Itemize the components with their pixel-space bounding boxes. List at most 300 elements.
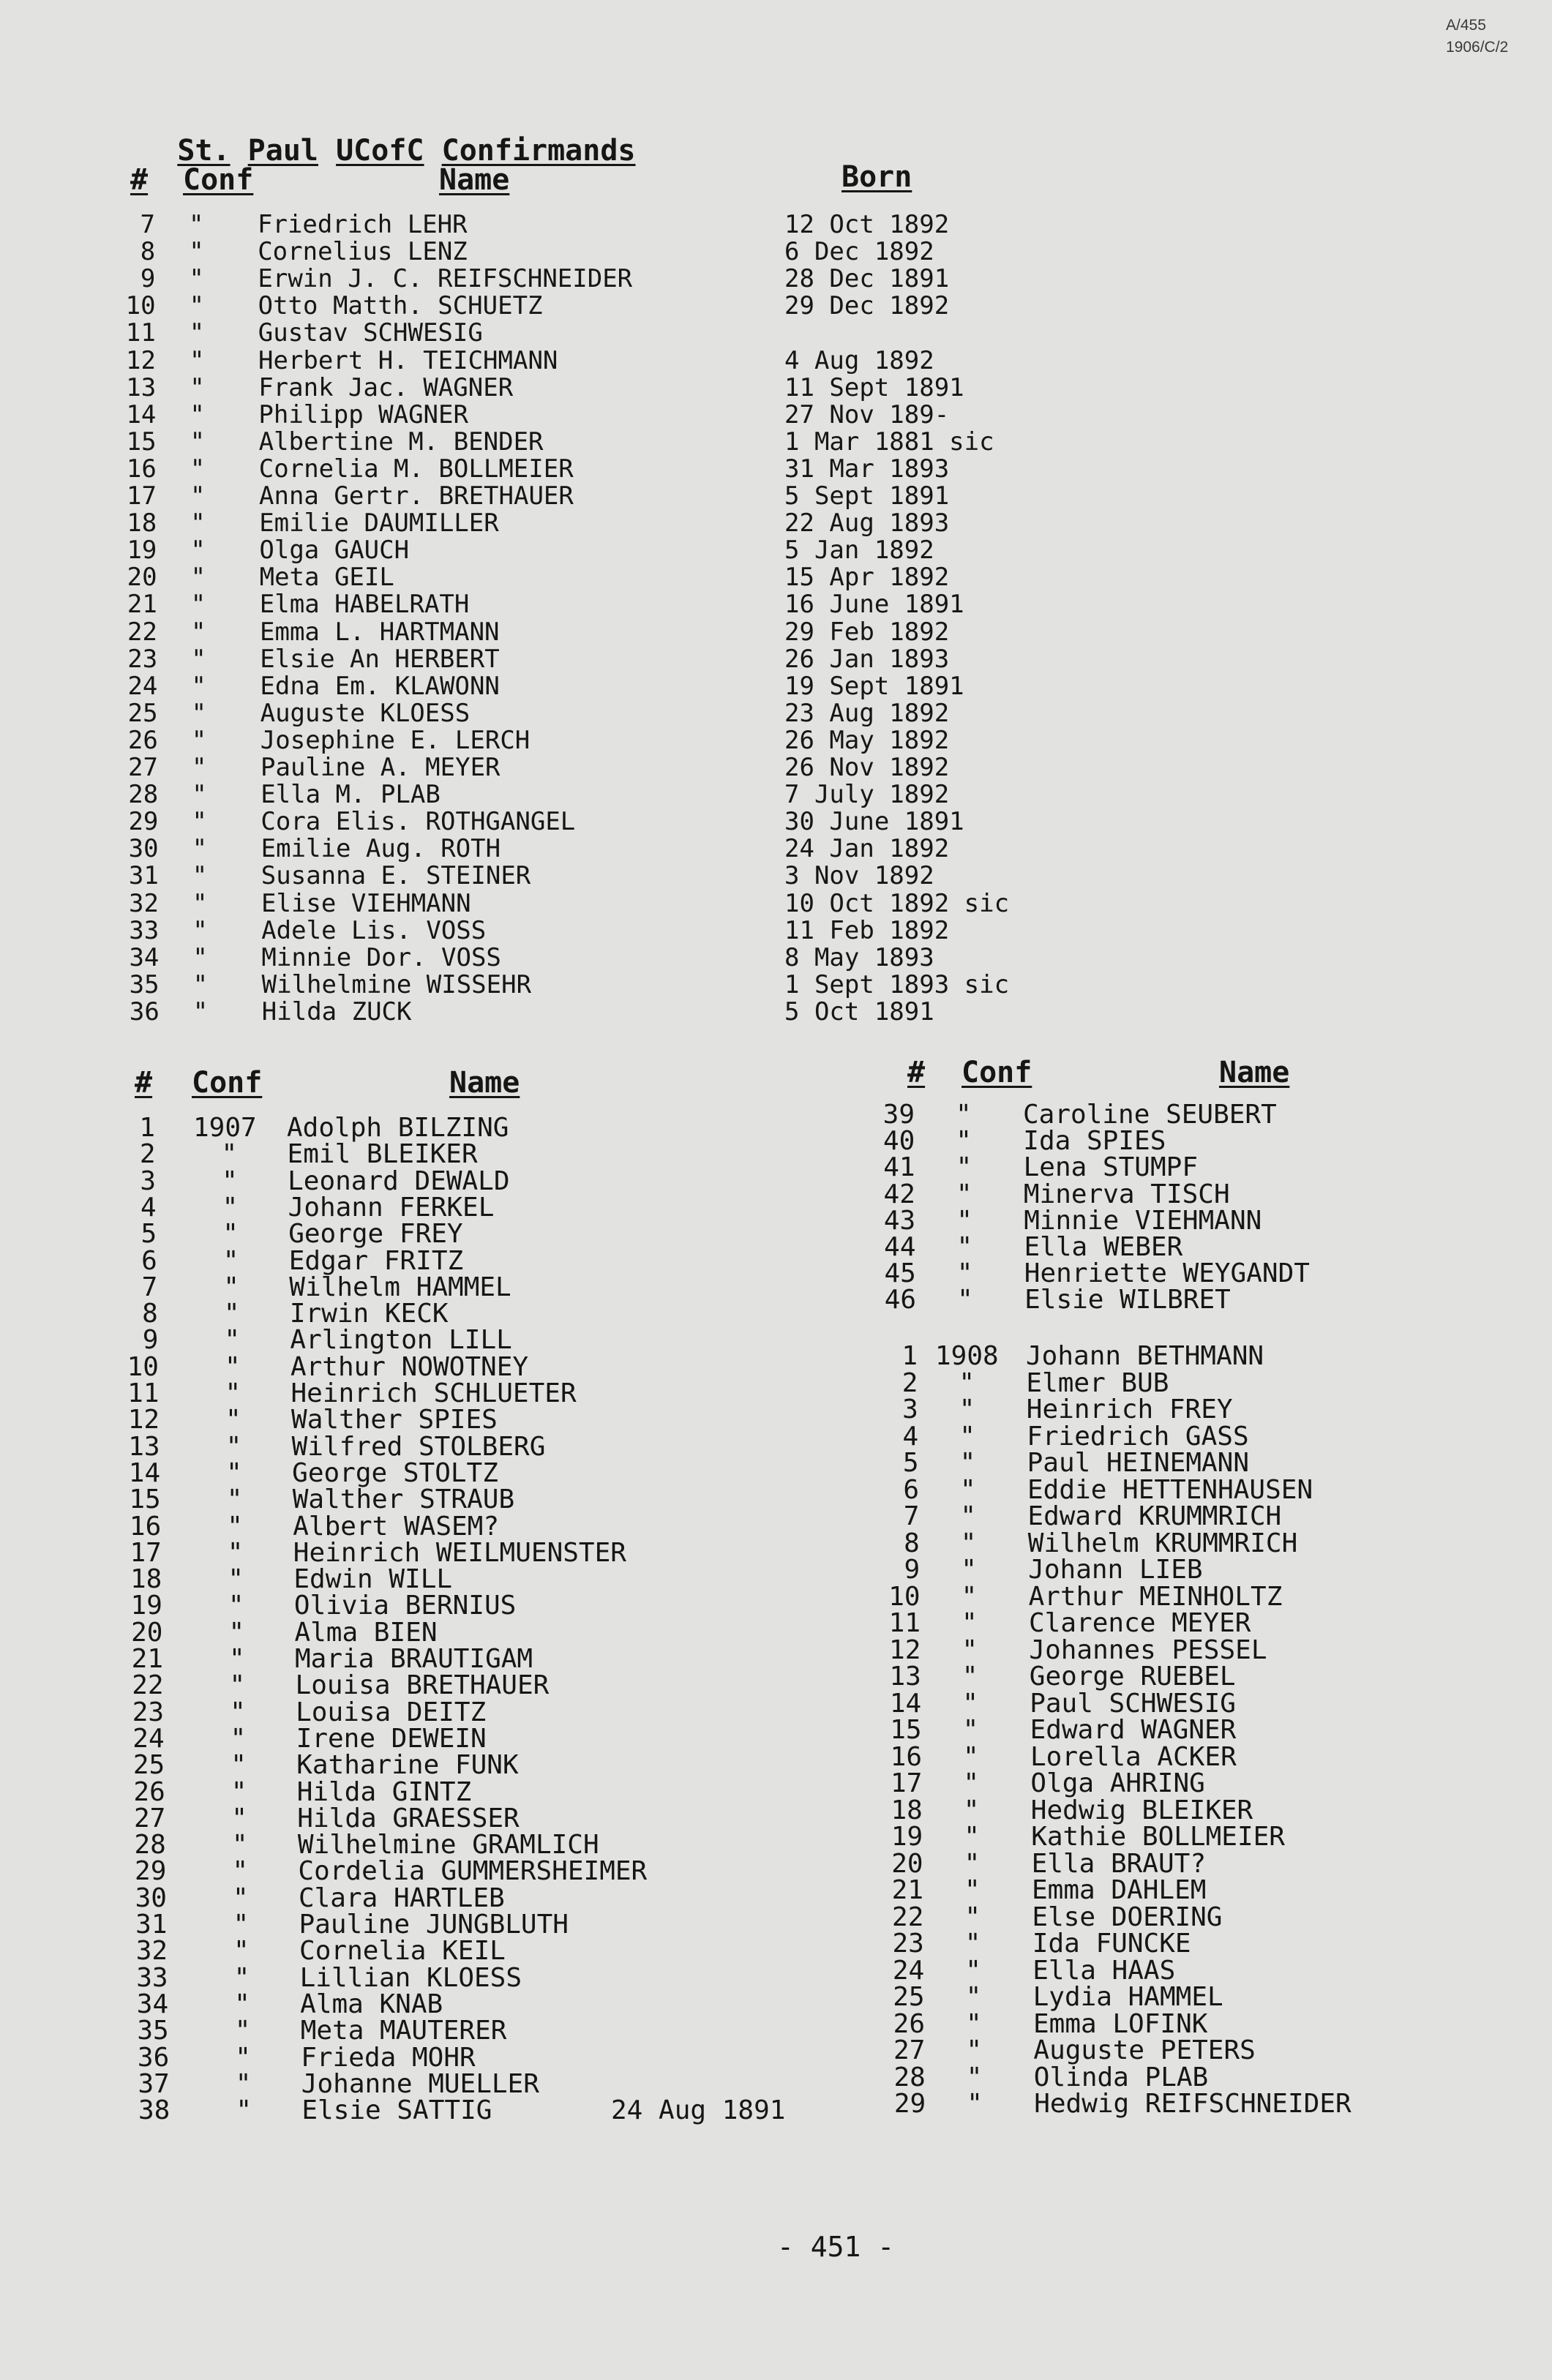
entry-conf-year: " (956, 1232, 973, 1262)
entry-number: 18 (130, 1564, 162, 1595)
header-name-top: Name (439, 163, 510, 197)
entry-conf-year: " (190, 536, 206, 566)
entry-conf-year: " (961, 1581, 978, 1612)
entry-number: 21 (891, 1875, 923, 1905)
entry-row (0, 782, 1552, 810)
entry-number: 8 (140, 237, 156, 267)
entry-name: Emma LOFINK (1033, 2008, 1208, 2039)
entry-birth-date: 19 Sept 1891 (784, 671, 964, 701)
entry-row (0, 538, 1552, 566)
entry-conf-year: " (192, 888, 208, 918)
entry-conf-year: " (227, 1537, 244, 1568)
entry-row (0, 1688, 1552, 1719)
entry-name: George STOLTZ (292, 1457, 498, 1488)
entry-row (0, 969, 1552, 1000)
entry-number: 36 (129, 996, 160, 1026)
entry-conf-year: " (232, 1882, 249, 1913)
entry-conf-year: " (959, 1421, 975, 1452)
entry-row (0, 454, 1552, 484)
title-word-confirmands: Confirmands (441, 134, 636, 168)
entry-conf-year: " (224, 1351, 241, 1382)
entry-conf-year: " (230, 1723, 247, 1754)
entry-name: Hedwig BLEIKER (1030, 1795, 1253, 1825)
entry-name: Minnie VIEHMANN (1024, 1205, 1262, 1236)
entry-birth-date: 26 Jan 1893 (784, 644, 950, 674)
entry-name: Erwin J. C. REIFSCHNEIDER (258, 264, 633, 294)
entry-conf-year: " (963, 1768, 980, 1798)
entry-conf-year: " (956, 1152, 972, 1183)
entry-row (0, 996, 1552, 1027)
entry-number: 17 (891, 1768, 923, 1798)
entry-name: Arthur NOWOTNEY (290, 1351, 529, 1382)
entry-conf-year: " (226, 1484, 243, 1515)
header-num-top: # (130, 163, 149, 197)
entry-number: 29 (135, 1856, 167, 1887)
entry-row (0, 2091, 1552, 2119)
entry-name: Elmer BUB (1026, 1367, 1169, 1398)
entry-name: Johannes PESSEL (1029, 1634, 1267, 1665)
entry-conf-year: " (191, 698, 207, 728)
entry-number: 29 (893, 2089, 926, 2119)
entry-conf-year: " (222, 1192, 239, 1223)
entry-conf-year: " (189, 210, 204, 239)
entry-conf-year: " (228, 1564, 244, 1595)
entry-conf-year: " (226, 1457, 242, 1488)
entry-birth-date: 11 Sept 1891 (784, 372, 964, 402)
entry-name: Wilhelmine WISSEHR (261, 969, 532, 999)
entry-number: 31 (128, 861, 159, 891)
entry-conf-year: " (959, 1394, 975, 1424)
entry-number: 8 (142, 1299, 158, 1329)
entry-row (0, 1634, 1552, 1665)
entry-name: Emil BLEIKER (287, 1139, 478, 1170)
entry-birth-date: 8 May 1893 (784, 942, 934, 972)
entry-number: 17 (127, 481, 157, 511)
entry-name: Lillian KLOESS (299, 1962, 522, 1993)
entry-number: 20 (131, 1617, 163, 1648)
entry-number: 21 (131, 1644, 163, 1674)
entry-conf-year: " (960, 1528, 977, 1558)
entry-number: 3 (140, 1165, 157, 1196)
entry-birth-date: 1 Mar 1881 sic (784, 427, 994, 457)
entry-conf-year: " (964, 1902, 981, 1932)
header-num-right: # (907, 1056, 926, 1089)
entry-row (0, 345, 1552, 376)
entry-conf-year: " (189, 291, 205, 321)
entry-row (0, 671, 1552, 702)
entry-number: 37 (138, 2068, 170, 2099)
entry-name: Katharine FUNK (296, 1750, 519, 1781)
entry-conf-year: " (956, 1258, 973, 1289)
entry-row (0, 836, 1552, 864)
entry-name: Johann FERKEL (288, 1192, 495, 1223)
entry-conf-year: " (190, 372, 205, 402)
entry-number: 9 (904, 1555, 921, 1585)
entry-row (0, 2008, 1552, 2039)
entry-name: Hilda ZUCK (261, 996, 412, 1026)
entry-birth-date: 31 Mar 1893 (784, 454, 950, 484)
entry-name: Friedrich LEHR (258, 210, 468, 239)
entry-birth-date: 1 Sept 1893 sic (784, 969, 1010, 999)
entry-number: 31 (135, 1910, 168, 1940)
entry-conf-year: " (232, 1856, 249, 1887)
entry-row (0, 2035, 1552, 2065)
entry-name: Frieda MOHR (301, 2042, 476, 2073)
entry-name: George FREY (288, 1219, 463, 1250)
header-num-left: # (135, 1066, 153, 1100)
entry-conf-year: " (221, 1139, 238, 1170)
entry-name: Heinrich SCHLUETER (290, 1378, 577, 1408)
entry-name: Wilhelm KRUMMRICH (1027, 1528, 1298, 1558)
entry-conf-year: " (961, 1608, 978, 1638)
entry-birth-date: 30 June 1891 (784, 807, 964, 837)
entry-conf-year: " (960, 1501, 977, 1531)
entry-conf-year: " (966, 2035, 983, 2065)
entry-name: Walther SPIES (291, 1405, 498, 1435)
entry-name: Cora Elis. ROTHGANGEL (260, 807, 576, 837)
entry-number: 22 (127, 617, 157, 647)
entry-name: Lena STUMPF (1023, 1152, 1199, 1183)
entry-row (0, 481, 1552, 511)
entry-number: 4 (140, 1192, 157, 1223)
entry-conf-year: " (190, 481, 206, 511)
entry-row (0, 1394, 1552, 1424)
entry-conf-year: " (229, 1644, 245, 1674)
entry-conf-year: " (956, 1126, 972, 1157)
entry-number: 33 (136, 1962, 168, 1993)
entry-conf-year: " (192, 780, 207, 810)
entry-row (0, 1474, 1552, 1505)
entry-row (0, 1367, 1552, 1398)
header-name-right: Name (1219, 1056, 1290, 1089)
entry-conf-year: " (956, 1179, 972, 1209)
entry-name: Ella HAAS (1032, 1955, 1176, 1986)
entry-birth-date: 24 Jan 1892 (784, 834, 950, 864)
entry-conf-year: 1907 (193, 1113, 257, 1143)
entry-birth-date: 15 Apr 1892 (784, 563, 950, 593)
archive-ref-line-1: A/455 (1446, 17, 1486, 34)
entry-number: 28 (134, 1830, 166, 1861)
entry-number: 8 (904, 1528, 920, 1558)
entry-conf-year: " (192, 996, 209, 1026)
entry-conf-year: " (966, 2008, 982, 2039)
entry-name: Irwin KECK (289, 1299, 449, 1329)
header-name-left: Name (449, 1066, 520, 1100)
entry-conf-year: " (231, 1830, 248, 1861)
entry-birth-date: 12 Oct 1892 (784, 210, 950, 239)
entry-row (0, 915, 1552, 946)
entry-row (0, 1931, 1552, 1959)
entry-name: Susanna E. STEINER (260, 861, 531, 891)
entry-conf-year: " (233, 1910, 250, 1940)
entry-row (0, 320, 1552, 348)
entry-name: Frank Jac. WAGNER (258, 372, 514, 402)
entry-conf-year: " (233, 1962, 250, 1993)
entry-row (0, 1128, 1552, 1156)
title-word-paul: Paul (247, 134, 318, 168)
entry-conf-year: 1908 (935, 1341, 999, 1371)
entry-number: 10 (125, 291, 156, 321)
entry-conf-year: " (963, 1795, 980, 1825)
entry-conf-year: " (957, 1285, 973, 1315)
entry-name: Otto Matth. SCHUETZ (258, 291, 543, 321)
entry-number: 41 (883, 1152, 915, 1183)
entry-name: Leonard DEWALD (288, 1165, 510, 1196)
entry-number: 9 (140, 264, 156, 294)
entry-name: Emma DAHLEM (1032, 1875, 1207, 1905)
entry-conf-year: " (231, 1803, 247, 1833)
entry-row (0, 644, 1552, 675)
entry-row (0, 1768, 1552, 1798)
entry-birth-date: 7 July 1892 (784, 780, 950, 810)
entry-birth-date: 5 Jan 1892 (784, 536, 934, 566)
entry-conf-year: " (190, 508, 206, 538)
entry-name: Edward KRUMMRICH (1027, 1501, 1282, 1531)
entry-name: Maria BRAUTIGAM (295, 1644, 533, 1674)
entry-name: Ella BRAUT? (1031, 1848, 1207, 1879)
entry-name: Arthur MEINHOLTZ (1028, 1581, 1283, 1612)
entry-conf-year: " (191, 644, 206, 674)
entry-row (0, 1528, 1552, 1558)
entry-name: Edna Em. KLAWONN (260, 671, 500, 701)
entry-conf-year: " (189, 237, 204, 267)
entry-name: Ella M. PLAB (260, 780, 441, 810)
entry-name: Friedrich GASS (1027, 1421, 1249, 1452)
entry-row (0, 372, 1552, 403)
entry-conf-year: " (228, 1617, 245, 1648)
page-number: - 451 - (777, 2231, 895, 2263)
entry-number: 32 (129, 888, 159, 918)
entry-row (0, 293, 1552, 321)
entry-name: Adolph BILZING (287, 1113, 509, 1143)
entry-name: Adele Lis. VOSS (261, 915, 487, 945)
entry-row (0, 565, 1552, 593)
entry-number: 21 (127, 590, 157, 620)
entry-name: Eddie HETTENHAUSEN (1027, 1474, 1313, 1505)
entry-number: 44 (884, 1232, 916, 1262)
entry-birth-date: 3 Nov 1892 (784, 861, 934, 891)
entry-name: Paul SCHWESIG (1030, 1688, 1236, 1719)
entry-number: 42 (883, 1179, 915, 1209)
entry-conf-year: " (192, 753, 207, 782)
entry-row (0, 1717, 1552, 1745)
entry-conf-year: " (960, 1474, 976, 1505)
entry-name: Irene DEWEIN (296, 1723, 487, 1754)
entry-conf-year: " (191, 617, 206, 647)
entry-row (0, 1557, 1552, 1585)
entry-conf-year: " (222, 1165, 238, 1196)
entry-birth-date: 29 Dec 1892 (784, 291, 950, 321)
entry-number: 35 (129, 969, 160, 999)
entry-name: Louisa BRETHAUER (295, 1670, 550, 1701)
entry-name: Johanne MUELLER (301, 2068, 539, 2099)
entry-name: Olga GAUCH (259, 536, 410, 566)
entry-number: 24 (132, 1723, 165, 1754)
entry-number: 10 (127, 1351, 159, 1382)
entry-number: 16 (126, 454, 157, 484)
entry-conf-year: " (224, 1325, 241, 1356)
entry-name: Cornelia M. BOLLMEIER (258, 454, 574, 484)
entry-name: Cornelia KEIL (299, 1936, 506, 1967)
entry-conf-year: " (961, 1555, 977, 1585)
entry-row (0, 698, 1552, 729)
entry-number: 10 (888, 1581, 921, 1612)
header-conf-right: Conf (961, 1056, 1032, 1089)
entry-name: Edwin WILL (293, 1564, 453, 1595)
entry-conf-year: " (964, 1848, 981, 1879)
entry-conf-year: " (190, 563, 206, 593)
entry-conf-year: " (229, 1670, 246, 1701)
entry-conf-year: " (192, 834, 208, 864)
entry-conf-year: " (966, 2062, 983, 2092)
entry-name: Auguste PETERS (1033, 2035, 1256, 2065)
entry-name: Minerva TISCH (1023, 1179, 1230, 1209)
entry-number: 13 (128, 1431, 160, 1462)
entry-conf-year: " (963, 1741, 979, 1772)
entry-number: 23 (892, 1929, 924, 1959)
entry-number: 34 (136, 1989, 169, 2019)
entry-number: 30 (135, 1882, 167, 1913)
entry-number: 19 (891, 1822, 923, 1852)
entry-name: Alma KNAB (300, 1989, 443, 2019)
entry-number: 25 (132, 1750, 165, 1781)
entry-row (0, 1848, 1552, 1879)
archive-ref-line-2: 1906/C/2 (1446, 39, 1509, 56)
entry-number: 34 (129, 942, 160, 972)
entry-conf-year: " (959, 1367, 975, 1398)
entry-row (0, 888, 1552, 919)
entry-number: 24 (892, 1955, 925, 1986)
entry-name: Elsie An HERBERT (260, 644, 500, 674)
entry-conf-year: " (192, 969, 209, 999)
entry-name: Elsie WILBRET (1024, 1285, 1231, 1315)
entry-conf-year: " (225, 1431, 242, 1462)
entry-number: 14 (126, 399, 157, 429)
entry-row (0, 1824, 1552, 1852)
entry-name: Josephine E. LERCH (260, 725, 531, 755)
entry-name: Olga AHRING (1030, 1768, 1205, 1798)
entry-row (0, 212, 1552, 240)
entry-number: 27 (893, 2035, 926, 2065)
entry-name: Albert WASEM? (293, 1511, 500, 1542)
entry-row (0, 1904, 1552, 1932)
entry-name: Johann BETHMANN (1026, 1341, 1264, 1371)
entry-row (0, 725, 1552, 756)
entry-name: Lorella ACKER (1030, 1741, 1237, 1772)
entry-number: 18 (127, 508, 157, 538)
entry-row (0, 592, 1552, 620)
entry-name: Pauline A. MEYER (260, 753, 501, 782)
entry-name: Meta GEIL (259, 563, 394, 593)
entry-row (0, 399, 1552, 430)
entry-birth-date: 16 June 1891 (784, 590, 964, 620)
entry-name: Ella WEBER (1024, 1232, 1183, 1262)
entry-birth-date: 24 Aug 1891 (611, 2095, 786, 2126)
entry-name: Wilhelm HAMMEL (289, 1272, 511, 1302)
entry-number: 28 (128, 780, 159, 810)
entry-conf-year: " (227, 1511, 243, 1542)
entry-name: Elma HABELRATH (259, 590, 470, 620)
entry-name: Hilda GRAESSER (297, 1803, 520, 1833)
header-conf-top: Conf (183, 163, 254, 197)
entry-name: Hedwig REIFSCHNEIDER (1034, 2089, 1352, 2119)
entry-name: Albertine M. BENDER (258, 427, 544, 457)
entry-number: 24 (127, 671, 158, 701)
entry-number: 2 (901, 1367, 918, 1398)
entry-number: 22 (892, 1902, 924, 1932)
entry-conf-year: " (191, 725, 207, 755)
entry-conf-year: " (965, 1955, 981, 1986)
entry-conf-year: " (964, 1929, 981, 1959)
entry-conf-year: " (964, 1822, 980, 1852)
entry-birth-date: 5 Sept 1891 (784, 481, 950, 511)
entry-conf-year: " (190, 427, 206, 457)
entry-number: 32 (135, 1936, 168, 1967)
entry-name: Louisa DEITZ (296, 1697, 487, 1727)
entry-row (0, 266, 1552, 294)
entry-row (0, 1343, 1552, 1371)
entry-number: 27 (133, 1803, 166, 1833)
header-conf-left: Conf (192, 1066, 263, 1100)
entry-birth-date: 29 Feb 1892 (784, 617, 950, 647)
entry-row (0, 809, 1552, 837)
entry-conf-year: " (225, 1405, 241, 1435)
title-word-ucofc: UCofC (336, 134, 424, 168)
entry-name: Wilfred STOLBERG (291, 1431, 546, 1462)
entry-number: 19 (130, 1591, 162, 1621)
entry-number: 12 (127, 1405, 160, 1435)
entry-number: 39 (882, 1100, 915, 1130)
entry-conf-year: " (961, 1662, 978, 1692)
entry-number: 15 (129, 1484, 161, 1515)
entry-number: 11 (127, 1378, 160, 1408)
entry-conf-year: " (192, 807, 207, 837)
entry-birth-date: 28 Dec 1891 (784, 264, 950, 294)
entry-name: Else DOERING (1032, 1902, 1223, 1932)
entry-row (0, 1102, 1552, 1130)
entry-name: Edward WAGNER (1030, 1715, 1237, 1745)
entry-number: 7 (903, 1501, 920, 1531)
entry-conf-year: " (192, 942, 208, 972)
entry-conf-year: " (235, 2042, 251, 2073)
entry-name: Emilie DAUMILLER (259, 508, 499, 538)
entry-name: Philipp WAGNER (258, 399, 468, 429)
entry-conf-year: " (230, 1697, 246, 1727)
entry-number: 13 (126, 372, 157, 402)
entry-row (0, 1287, 1552, 1315)
entry-birth-date: 11 Feb 1892 (784, 915, 950, 945)
entry-conf-year: " (956, 1100, 972, 1130)
entry-number: 4 (902, 1421, 919, 1452)
entry-number: 14 (128, 1457, 161, 1488)
entry-name: Hilda GINTZ (296, 1776, 472, 1807)
entry-number: 26 (893, 2008, 925, 2039)
entry-conf-year: " (192, 915, 208, 945)
entry-row (0, 508, 1552, 538)
entry-conf-year: " (967, 2089, 983, 2119)
entry-conf-year: " (192, 861, 208, 891)
entry-number: 20 (127, 563, 157, 593)
entry-number: 16 (890, 1741, 922, 1772)
entry-name: Johann LIEB (1028, 1555, 1203, 1585)
entry-row (0, 1501, 1552, 1531)
entry-number: 3 (902, 1394, 918, 1424)
entry-number: 17 (130, 1537, 162, 1568)
entry-row (0, 239, 1552, 267)
entry-conf-year: " (959, 1448, 976, 1478)
entry-row (0, 1795, 1552, 1825)
entry-row (0, 1741, 1552, 1772)
